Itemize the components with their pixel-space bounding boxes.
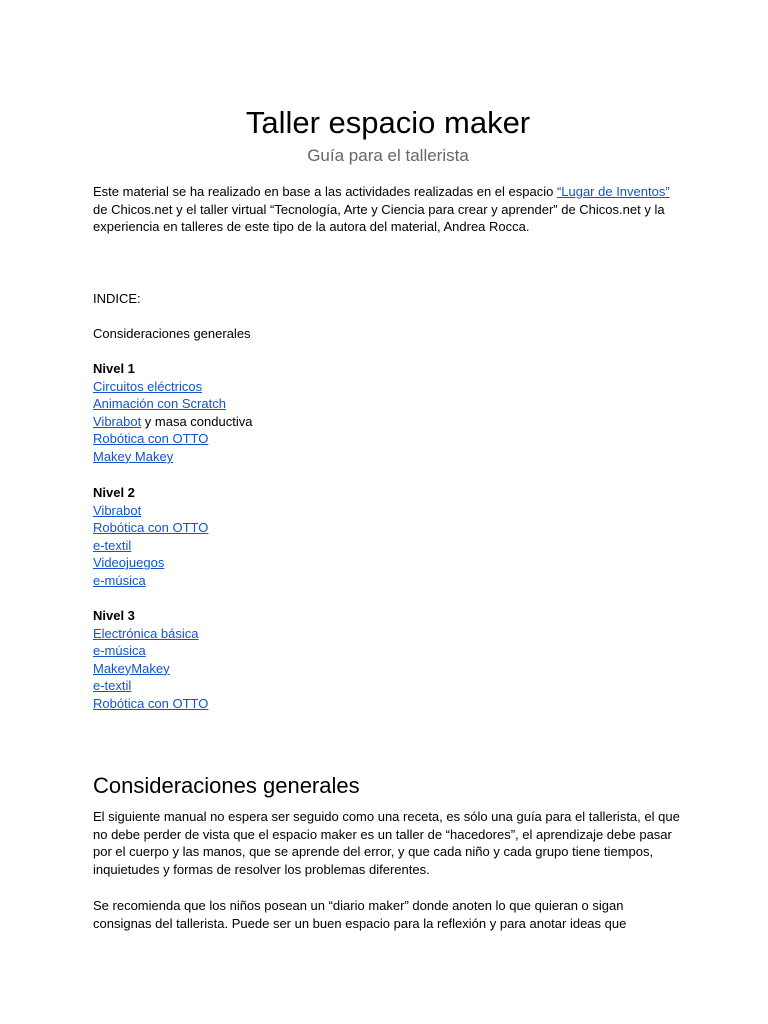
lugar-de-inventos-link[interactable]: “Lugar de Inventos” [556, 184, 670, 199]
list-item [93, 677, 683, 695]
level-1-title: Nivel 1 [93, 361, 135, 376]
level-2-link-1[interactable]: Vibrabot [93, 502, 142, 518]
intro-text-start: Este material se ha realizado en base a las actividades realizadas en el espacio [93, 184, 557, 199]
level-2-section [93, 484, 683, 590]
level-1-link-3[interactable]: Vibrabot [93, 413, 142, 429]
level-2-link-5[interactable]: e-música [93, 572, 146, 588]
level-1-section [93, 360, 683, 466]
list-item [93, 660, 683, 678]
level-3-link-2[interactable]: e-música [93, 643, 146, 659]
list-item [93, 625, 683, 643]
general-considerations-label: Consideraciones generales [93, 326, 251, 341]
list-item [93, 502, 683, 520]
level-3-link-3[interactable]: MakeyMakey [93, 660, 170, 676]
level-2-link-2[interactable]: Robótica con OTTO [93, 520, 209, 536]
level-3-link-4[interactable]: e-textil [93, 678, 132, 694]
list-item [93, 448, 683, 466]
section-paragraph-2: Se recomienda que los niños posean un “diario maker” donde anoten lo que quieran o sigan consignas del tallerista. Puede ser un buen espacio para la reflexión y para anotar ideas que [93, 898, 627, 931]
list-item [93, 395, 683, 413]
list-item: Vibrabot y masa conductiva [93, 413, 253, 429]
list-item [93, 554, 683, 572]
list-item [93, 642, 683, 660]
intro-paragraph [93, 183, 683, 236]
level-2-link-3[interactable]: e-textil [93, 537, 132, 553]
section-paragraph-1: El siguiente manual no espera ser seguido como una receta, es sólo una guía para el tallerista, el que no debe perder de vista que el espacio maker es un taller de “hacedores”, el aprendizaje debe pasar por el cuerpo y las manos, que se aprende del error, y que cada niño y cada grupo tiene tiempos, inquietudes y formas de resolver los problemas diferentes. [93, 809, 680, 877]
level-3-section [93, 607, 683, 713]
list-item [93, 537, 683, 555]
level-3-title: Nivel 3 [93, 608, 135, 623]
document-subtitle: Guía para el tallerista [307, 146, 469, 165]
level-1-link-5[interactable]: Makey Makey [93, 448, 174, 464]
index-label: INDICE: [93, 291, 141, 306]
list-item [93, 378, 683, 396]
level-1-link-2[interactable]: Animación con Scratch [93, 396, 226, 412]
level-1-link-4[interactable]: Robótica con OTTO [93, 431, 209, 447]
level-2-link-4[interactable]: Videojuegos [93, 555, 165, 571]
intro-text-end: de Chicos.net y el taller virtual “Tecnología, Arte y Ciencia para crear y aprender” de Chicos.net y la experiencia en talleres de este tipo de la autora del material, Andrea Rocca. [93, 201, 665, 235]
list-item [93, 572, 683, 590]
level-2-title: Nivel 2 [93, 485, 135, 500]
level-3-link-5[interactable]: Robótica con OTTO [93, 695, 209, 711]
document-title: Taller espacio maker [245, 105, 531, 140]
section-heading: Consideraciones generales [93, 773, 360, 798]
level-3-link-1[interactable]: Electrónica básica [93, 625, 199, 641]
list-item [93, 430, 683, 448]
list-item [93, 519, 683, 537]
list-item [93, 695, 683, 713]
level-1-link-1[interactable]: Circuitos eléctricos [93, 378, 203, 394]
